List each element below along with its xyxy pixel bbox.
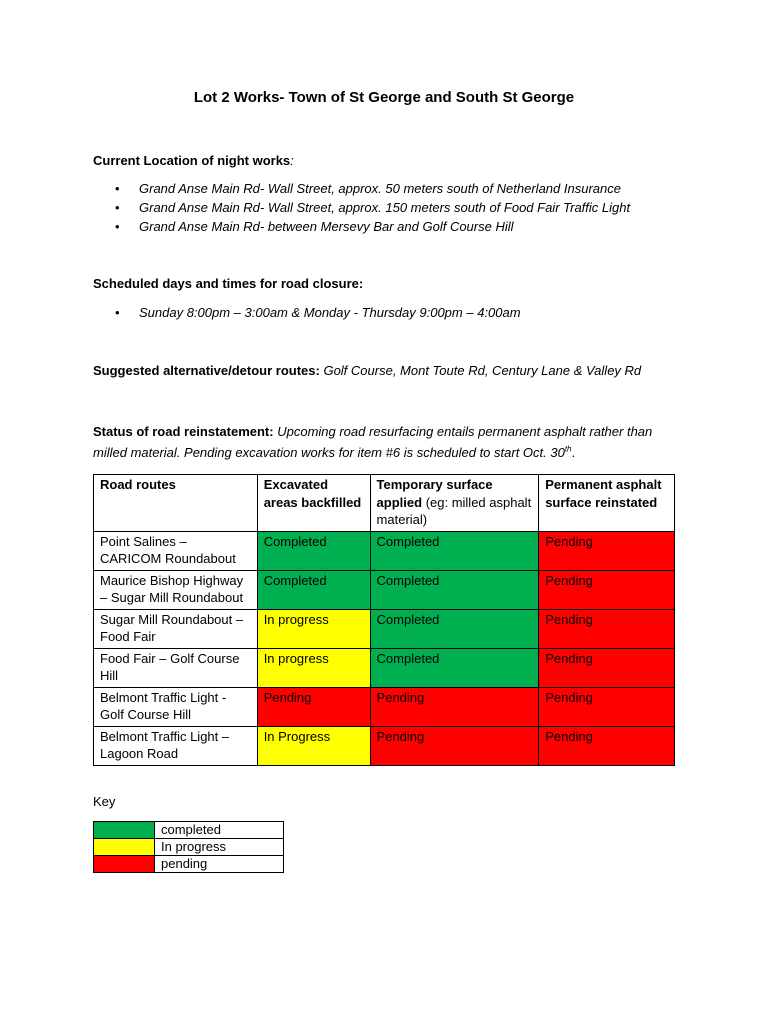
road-status-table [93, 474, 675, 766]
list-item-text: Grand Anse Main Rd- Wall Street, approx. 50 meters south of Netherland Insurance [139, 181, 621, 196]
key-label-pending: pending [155, 856, 284, 873]
header-temporary-bold: Temporary surface applied [376, 477, 493, 510]
schedule-list [93, 303, 521, 322]
key-row-in-progress [94, 839, 284, 856]
route-cell: Sugar Mill Roundabout – Food Fair [94, 609, 258, 648]
reinstatement-text-body: Upcoming road resurfacing entails permanent asphalt rather than milled material. Pending excavation works for item #6 is scheduled to start Oct. 30 [93, 424, 653, 460]
current-location-colon: : [290, 153, 294, 168]
temporary-status-cell: Completed [370, 609, 539, 648]
excavated-status-cell: Pending [257, 687, 370, 726]
reinstatement-paragraph [93, 421, 678, 463]
table-row [94, 648, 675, 687]
bullet-icon: • [115, 181, 120, 196]
key-legend-table [93, 821, 284, 873]
excavated-status-cell: In progress [257, 609, 370, 648]
table-row [94, 726, 675, 765]
permanent-status-cell: Pending [539, 726, 675, 765]
bullet-icon: • [115, 219, 120, 234]
key-row-completed [94, 822, 284, 839]
bullet-icon: • [115, 200, 120, 215]
permanent-status-cell: Pending [539, 687, 675, 726]
key-row-pending [94, 856, 284, 873]
reinstatement-end: . [571, 445, 576, 460]
in-progress-swatch [94, 839, 155, 856]
header-temporary-note: (eg: milled asphalt material) [376, 494, 532, 527]
excavated-status-cell: In Progress [257, 726, 370, 765]
table-row [94, 609, 675, 648]
list-item-text: Sunday 8:00pm – 3:00am & Monday - Thursday 9:00pm – 4:00am [139, 305, 521, 320]
detour-label: Suggested alternative/detour routes: [93, 363, 320, 378]
temporary-status-cell: Pending [370, 687, 539, 726]
header-temporary-surface [370, 475, 539, 532]
excavated-status-cell: In progress [257, 648, 370, 687]
excavated-status-cell: Completed [257, 570, 370, 609]
pending-swatch [94, 856, 155, 873]
route-cell: Food Fair – Golf Course Hill [94, 648, 258, 687]
route-cell: Belmont Traffic Light - Golf Course Hill [94, 687, 258, 726]
key-label-in-progress: In progress [155, 839, 284, 856]
completed-swatch [94, 822, 155, 839]
list-item [93, 217, 630, 236]
route-cell: Belmont Traffic Light – Lagoon Road [94, 726, 258, 765]
list-item [93, 198, 630, 217]
table-header-row [94, 475, 675, 532]
permanent-status-cell: Pending [539, 570, 675, 609]
list-item [93, 179, 630, 198]
table-row [94, 570, 675, 609]
list-item [93, 303, 521, 322]
detour-paragraph [93, 360, 678, 381]
key-label-completed: completed [155, 822, 284, 839]
header-permanent-asphalt: Permanent asphalt surface reinstated [539, 475, 675, 532]
temporary-status-cell: Completed [370, 648, 539, 687]
current-location-heading [93, 153, 294, 168]
temporary-status-cell: Completed [370, 531, 539, 570]
table-row [94, 531, 675, 570]
excavated-status-cell: Completed [257, 531, 370, 570]
table-row [94, 687, 675, 726]
current-location-heading-text: Current Location of night works [93, 153, 291, 168]
key-label: Key [93, 794, 116, 809]
temporary-status-cell: Pending [370, 726, 539, 765]
current-location-list [93, 179, 630, 236]
header-road-routes: Road routes [94, 475, 258, 532]
permanent-status-cell: Pending [539, 609, 675, 648]
bullet-icon: • [115, 305, 120, 320]
route-cell: Point Salines – CARICOM Roundabout [94, 531, 258, 570]
document-title: Lot 2 Works- Town of St George and South St George [193, 89, 575, 106]
list-item-text: Grand Anse Main Rd- Wall Street, approx. 150 meters south of Food Fair Traffic Light [139, 200, 631, 215]
permanent-status-cell: Pending [539, 648, 675, 687]
reinstatement-superscript: th [564, 444, 572, 454]
header-excavated: Excavated areas backfilled [257, 475, 370, 532]
detour-value: Golf Course, Mont Toute Rd, Century Lane & Valley Rd [323, 363, 642, 378]
schedule-heading: Scheduled days and times for road closure: [93, 276, 364, 291]
list-item-text: Grand Anse Main Rd- between Mersevy Bar and Golf Course Hill [139, 219, 514, 234]
reinstatement-label: Status of road reinstatement: [93, 424, 274, 439]
temporary-status-cell: Completed [370, 570, 539, 609]
permanent-status-cell: Pending [539, 531, 675, 570]
route-cell: Maurice Bishop Highway – Sugar Mill Roundabout [94, 570, 258, 609]
